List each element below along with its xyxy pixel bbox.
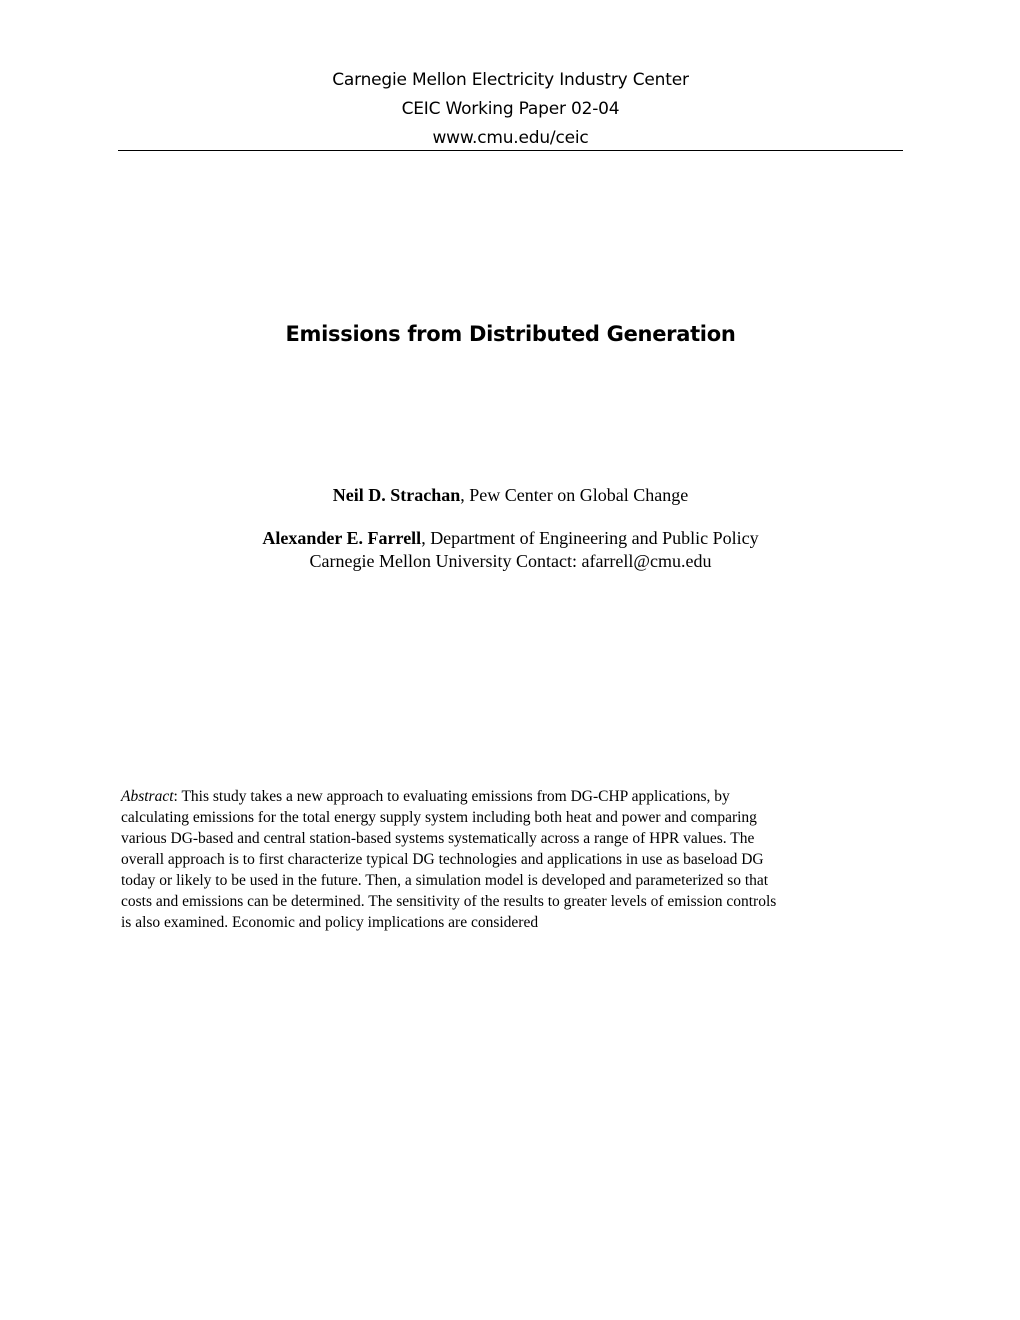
organization-name: Carnegie Mellon Electricity Industry Center (332, 70, 689, 90)
author-name: Neil D. Strachan (332, 485, 461, 505)
header-divider (118, 150, 903, 151)
working-paper-number: CEIC Working Paper 02-04 (401, 99, 620, 119)
paper-title: Emissions from Distributed Generation (285, 322, 736, 346)
abstract (121, 786, 903, 933)
author-name: Alexander E. Farrell (262, 528, 422, 548)
author-strachan (118, 484, 903, 507)
abstract-text: This study takes a new approach to evaluating emissions from DG-CHP applications, by calculating emissions for the total energy supply system including both heat and power and comparing various DG-based and central station-based systems systematically across a range of HPR values. The overall approach is to first characterize typical DG technologies and applications in use as baseload DG today or likely to be used in the future. Then, a simulation model is developed and parameterized so that costs and emissions can be determined. The sensitivity of the results to greater levels of emission controls is also examined. Economic and policy implications are considered (121, 788, 777, 931)
page-header (118, 66, 903, 153)
website-url: www.cmu.edu/ceic (432, 128, 589, 148)
abstract-separator: : (173, 788, 182, 805)
author-affiliation: , Department of Engineering and Public Policy (421, 528, 759, 548)
abstract-label: Abstract (121, 788, 174, 805)
author-farrell (118, 527, 903, 573)
author-affiliation: , Pew Center on Global Change (460, 485, 689, 505)
author-contact: Carnegie Mellon University Contact: afarrell@cmu.edu (309, 551, 712, 571)
